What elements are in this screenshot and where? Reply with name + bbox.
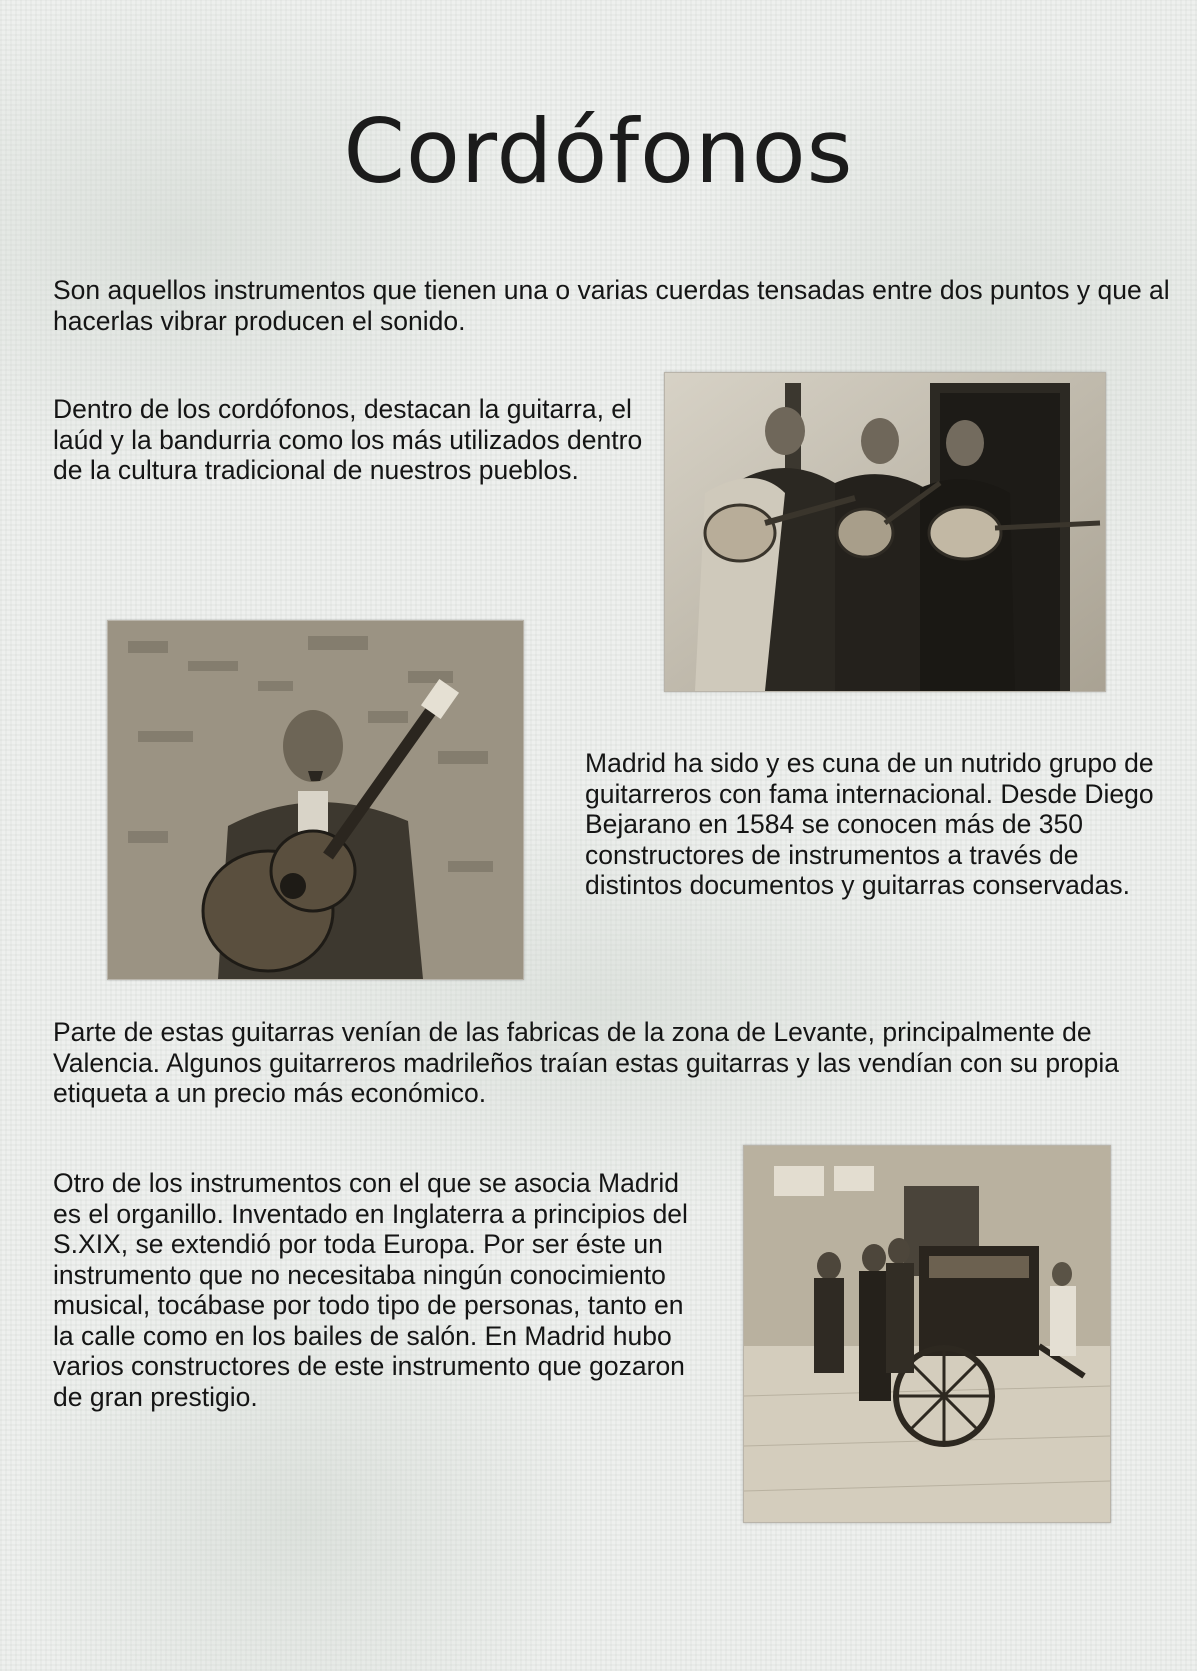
guitarist-portrait-photo <box>107 620 524 980</box>
guitar-makers-paragraph: Madrid ha sido y es cuna de un nutrido grupo de guitarreros con fama internacional. Desde Diego Bejarano en 1584 se conocen más de 350 constructores de instrumentos a través de distintos documentos y guitarras conservadas. <box>585 748 1154 900</box>
musicians-trio-photo <box>664 372 1106 692</box>
organillo-street-photo <box>743 1145 1111 1523</box>
instruments-paragraph: Dentro de los cordófonos, destacan la guitarra, el laúd y la bandurria como los más utilizados dentro de la cultura tradicional de nuestros pueblos. <box>53 394 643 485</box>
levante-paragraph: Parte de estas guitarras venían de las fabricas de la zona de Levante, principalmente de Valencia. Algunos guitarreros madrileños traían estas guitarras y las vendían con su propia etiqueta a un precio más económico. <box>53 1017 1119 1108</box>
page-title: Cordófonos <box>343 100 854 203</box>
intro-paragraph: Son aquellos instrumentos que tienen una o varias cuerdas tensadas entre dos puntos y que al hacerlas vibrar producen el sonido. <box>53 275 1170 336</box>
organillo-paragraph: Otro de los instrumentos con el que se asocia Madrid es el organillo. Inventado en Inglaterra a principios del S.XIX, se extendió por toda Europa. Por ser éste un instrumento que no necesitaba ningún conocimiento musical, tocábase por todo tipo de personas, tanto en la calle como en los bailes de salón. En Madrid hubo varios constructores de este instrumento que gozaron de gran prestigio. <box>53 1168 688 1412</box>
